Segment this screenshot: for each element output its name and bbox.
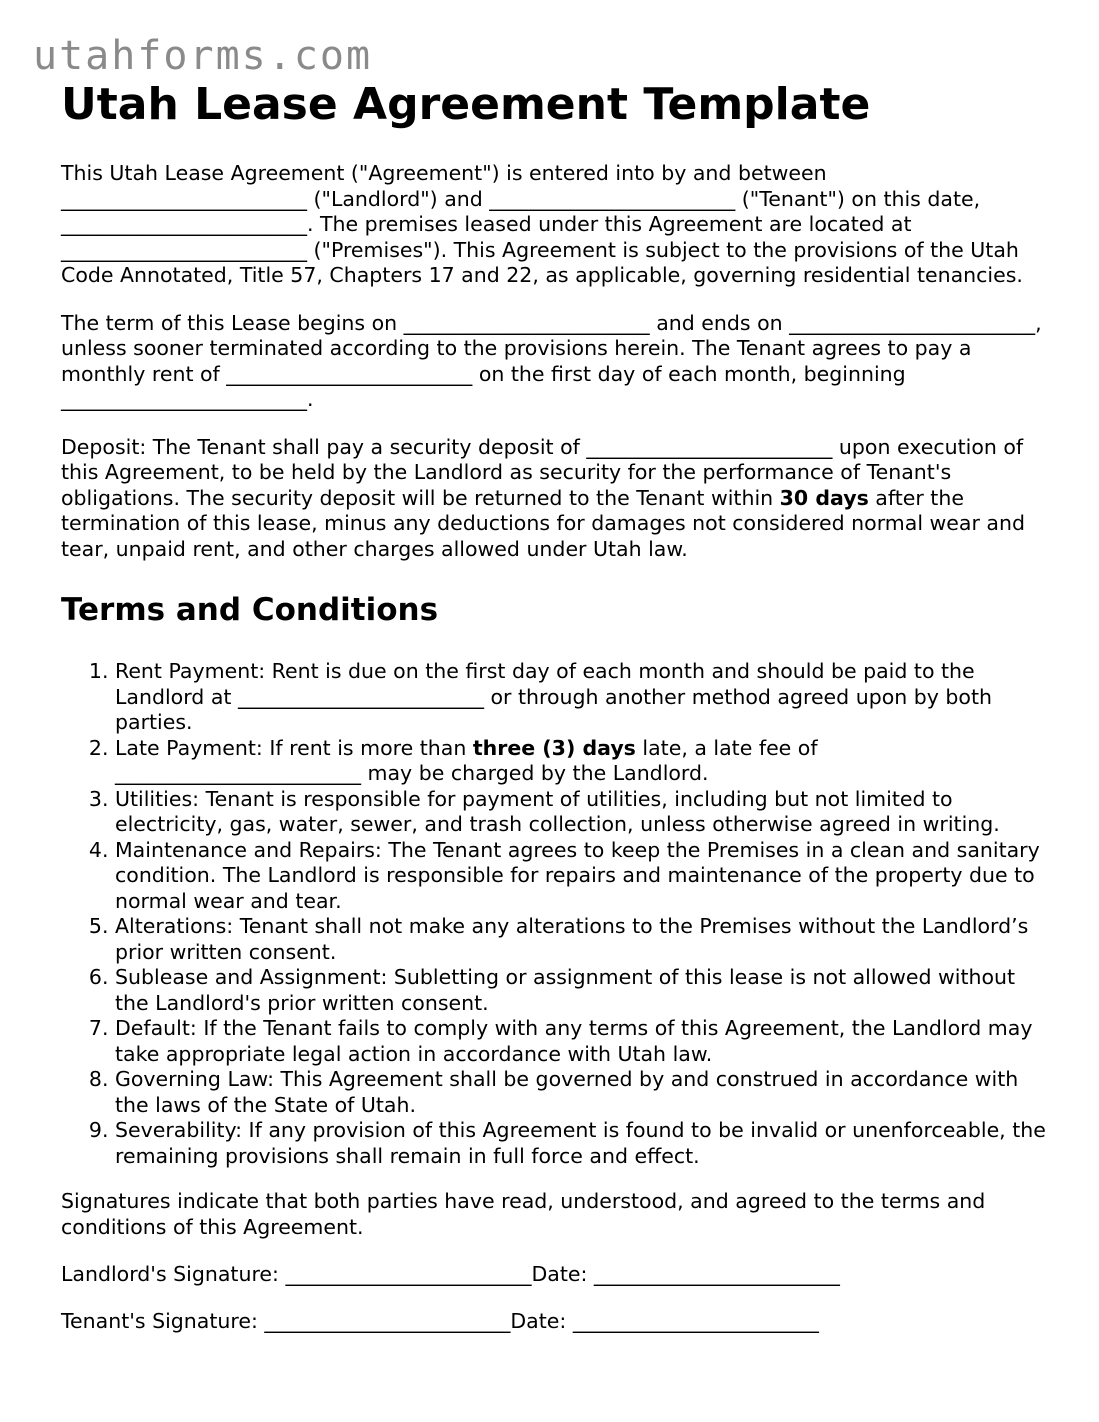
intro-paragraph (61, 161, 1051, 289)
text: The term of this Lease begins on (61, 310, 404, 335)
landlord-signature-blank: ________________________ (285, 1262, 532, 1286)
deposit-amount-blank: ________________________ (586, 434, 833, 459)
landlord-name-blank: ________________________ (61, 186, 307, 211)
signature-intro: Signatures indicate that both parties have read, understood, and agreed to the terms and conditions of this Agreement. (61, 1189, 986, 1239)
lease-start-blank: ________________________ (403, 310, 650, 335)
terms-heading: Terms and Conditions (61, 592, 439, 628)
landlord-signature-line (61, 1262, 1051, 1288)
text: . The premises leased under this Agreement are located at (307, 212, 912, 236)
landlord-signature-label: Landlord's Signature: (61, 1262, 286, 1286)
late-days: three (3) days (472, 735, 636, 760)
text: , unless sooner terminated according to the provisions herein. The Tenant agrees to pay a monthly rent of (61, 310, 1042, 386)
text: ("Premises"). This Agreement is subject to the provisions of the Utah Code Annotated, Title 57, Chapters 17 and 22, as applicable, governing residential tenancies. (61, 237, 1023, 287)
document-title: Utah Lease Agreement Template (61, 79, 871, 130)
term-item-late-payment (115, 736, 1051, 787)
late-fee-blank: ________________________ (115, 761, 361, 785)
landlord-date-blank: ________________________ (593, 1262, 840, 1286)
term-item-rent-payment (115, 659, 1051, 736)
text: or through another method agreed upon by both parties. (115, 684, 992, 734)
terms-list (61, 659, 1051, 1169)
term-item-alterations: 5. Alterations: Tenant shall not make any alterations to the Premises without the Landlord’s prior written consent. (115, 914, 1051, 965)
term-item-maintenance: 4. Maintenance and Repairs: The Tenant agrees to keep the Premises in a clean and sanitary condition. The Landlord is responsible for repairs and maintenance of the property due to normal wear and tear. (115, 838, 1051, 915)
text: ("Tenant") on this date, (735, 186, 981, 211)
text: may be charged by the Landlord. (361, 761, 709, 785)
premises-address-blank: ________________________ (61, 237, 307, 262)
payment-location-blank: ________________________ (237, 684, 484, 709)
text: Rent Payment: Rent is due on the first day of each month and should be paid to the Landlord at (115, 659, 975, 709)
term-item-default: 7. Default: If the Tenant fails to comply with any terms of this Agreement, the Landlord may take appropriate legal action in accordance with Utah law. (115, 1016, 1051, 1067)
document-page (61, 78, 1051, 1334)
rent-start-blank: ________________________ (61, 387, 307, 411)
term-item-utilities: 3. Utilities: Tenant is responsible for payment of utilities, including but not limited to electricity, gas, water, sewer, and trash collection, unless otherwise agreed in writing. (115, 787, 1051, 838)
text: Late Payment: If rent is more than (115, 735, 473, 760)
term-paragraph (61, 311, 1051, 413)
lease-end-blank: ________________________ (789, 310, 1036, 335)
agreement-date-blank: ________________________ (61, 212, 307, 236)
landlord-date-label: Date: (531, 1262, 594, 1286)
text: . (307, 387, 314, 411)
tenant-name-blank: ________________________ (489, 186, 736, 211)
watermark: utahforms.com (33, 33, 373, 79)
text: and ends on (649, 310, 790, 335)
tenant-date-blank: ________________________ (572, 1308, 819, 1333)
term-item-sublease: 6. Sublease and Assignment: Subletting or assignment of this lease is not allowed without the Landlord's prior written consent. (115, 965, 1051, 1016)
tenant-signature-blank: ________________________ (264, 1308, 511, 1333)
deposit-return-days: 30 days (779, 485, 869, 510)
tenant-signature-label: Tenant's Signature: (61, 1308, 265, 1333)
text: on the first day of each month, beginning (472, 361, 906, 386)
monthly-rent-blank: ________________________ (226, 361, 473, 386)
term-item-governing-law: 8. Governing Law: This Agreement shall be governed by and construed in accordance with the laws of the State of Utah. (115, 1067, 1051, 1118)
text: Deposit: The Tenant shall pay a security deposit of (61, 434, 587, 459)
text: late, a late fee of (635, 735, 818, 760)
deposit-paragraph (61, 435, 1051, 563)
text: after the termination of this lease, minus any deductions for damages not considered normal wear and tear, unpaid rent, and other charges allowed under Utah law. (61, 485, 1025, 561)
tenant-date-label: Date: (510, 1308, 573, 1333)
tenant-signature-line (61, 1309, 1051, 1335)
term-item-severability: 9. Severability: If any provision of this Agreement is found to be invalid or unenforceable, the remaining provisions shall remain in full force and effect. (115, 1118, 1051, 1169)
text: This Utah Lease Agreement ("Agreement") is entered into by and between (61, 161, 827, 185)
text: ("Landlord") and (307, 186, 490, 211)
text: upon execution of this Agreement, to be held by the Landlord as security for the performance of Tenant's obligations. The security deposit will be returned to the Tenant within (61, 434, 1024, 510)
